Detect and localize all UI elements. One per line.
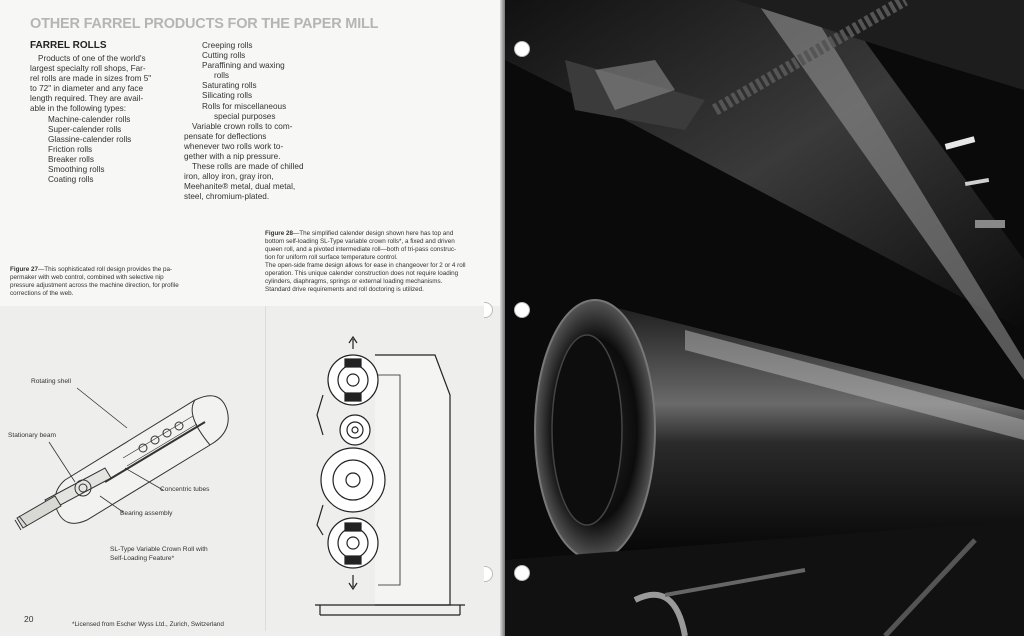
calender-stack-diagram — [305, 335, 485, 625]
page-number: 20 — [24, 614, 34, 624]
callout-stationary-beam: Stationary beam — [8, 432, 57, 439]
material-text-line: These rolls are made of chilled — [192, 162, 304, 172]
caption-line: SL-Type Variable Crown Roll with — [110, 546, 208, 553]
crown-text-line: pensate for deflections — [184, 131, 267, 141]
section-title: FARREL ROLLS — [30, 40, 107, 51]
caption-line: —The simplified calender design shown here has top and — [293, 230, 454, 237]
callout-concentric-tubes: Concentric tubes — [160, 486, 210, 493]
column-two — [184, 41, 324, 203]
caption-line: pressure adjustment across the machine direction, for profile — [10, 282, 179, 289]
list-item: special purposes — [214, 111, 276, 121]
caption-line: corrections of the web. — [10, 290, 74, 297]
list-item: Smoothing rolls — [48, 165, 105, 175]
figure-label: Figure 27 — [10, 266, 38, 273]
list-item: Glassine-calender rolls — [48, 134, 132, 144]
roll-illustration-caption — [110, 546, 208, 563]
list-item: Machine-calender rolls — [48, 114, 131, 124]
caption-line: —This sophisticated roll design provides the pa- — [38, 266, 173, 273]
caption-line: operation. This unique calender construction does not require loading — [265, 270, 459, 277]
intro-line: Products of one of the world's — [38, 54, 146, 63]
list-item: Saturating rolls — [202, 81, 257, 91]
panel-divider — [265, 306, 266, 631]
left-page — [0, 0, 505, 636]
caption-line: Standard drive requirements and roll doctoring is utilized. — [265, 286, 424, 293]
intro-line: able in the following types: — [30, 104, 127, 114]
figure-label: Figure 28 — [265, 230, 293, 237]
crown-text-line: Variable crown rolls to com- — [192, 121, 293, 131]
figure-28-caption — [265, 230, 500, 294]
list-item: Cutting rolls — [202, 51, 246, 61]
caption-line: tion for uniform roll surface temperature control. — [265, 254, 398, 261]
roll-types-list-continued — [184, 41, 324, 122]
column-one — [30, 54, 190, 185]
page-headline: OTHER FARREL PRODUCTS FOR THE PAPER MILL — [30, 16, 379, 32]
intro-line: length required. They are avail- — [30, 94, 144, 104]
binder-hole — [514, 302, 530, 318]
intro-line: to 72" in diameter and any face — [30, 84, 144, 94]
list-item: Coating rolls — [48, 175, 94, 185]
binder-hole — [514, 41, 530, 57]
material-text-line: iron, alloy iron, gray iron, — [184, 172, 274, 182]
roll-types-list — [30, 115, 190, 186]
callout-rotating-shell: Rotating shell — [31, 378, 71, 385]
intro-line: largest specialty roll shops, Far- — [30, 64, 146, 74]
figure-27-caption — [10, 266, 260, 298]
list-item: Super-calender rolls — [48, 124, 122, 134]
caption-line: The open-side frame design allows for ease in changeover for 2 or 4 roll — [265, 262, 466, 269]
list-item: Breaker rolls — [48, 154, 94, 164]
crown-text-line: whenever two rolls work to- — [184, 141, 284, 151]
callout-bearing-assembly: Bearing assembly — [120, 510, 173, 517]
list-item: Friction rolls — [48, 144, 93, 154]
list-item: Creeping rolls — [202, 41, 253, 50]
caption-line: queen roll, and a pivoted intermediate roll—both of tri-pass construc- — [265, 246, 457, 253]
footnote: *Licensed from Escher Wyss Ltd., Zurich, Switzerland — [72, 621, 224, 628]
list-item: Silicating rolls — [202, 91, 253, 101]
material-text-line: steel, chromium-plated. — [184, 192, 270, 202]
roll-photo-illustration — [505, 0, 1024, 636]
caption-line: cylinders, diaphragms, springs or external loading mechanisms. — [265, 278, 443, 285]
caption-line: Self-Loading Feature* — [110, 554, 175, 562]
list-item: rolls — [214, 71, 230, 81]
list-item: Rolls for miscellaneous — [202, 101, 287, 111]
material-text-line: Meehanite® metal, dual metal, — [184, 182, 296, 192]
caption-line: permaker with web control, combined with selective nip — [10, 274, 164, 281]
intro-line: rel rolls are made in sizes from 5" — [30, 74, 152, 84]
binder-hole — [514, 565, 530, 581]
crown-text-line: gether with a nip pressure. — [184, 152, 281, 162]
caption-line: bottom self-loading SL-Type variable crown rolls*, a fixed and driven — [265, 238, 455, 245]
calender-roll-photograph — [505, 0, 1024, 636]
list-item: Paraffining and waxing — [202, 61, 285, 71]
